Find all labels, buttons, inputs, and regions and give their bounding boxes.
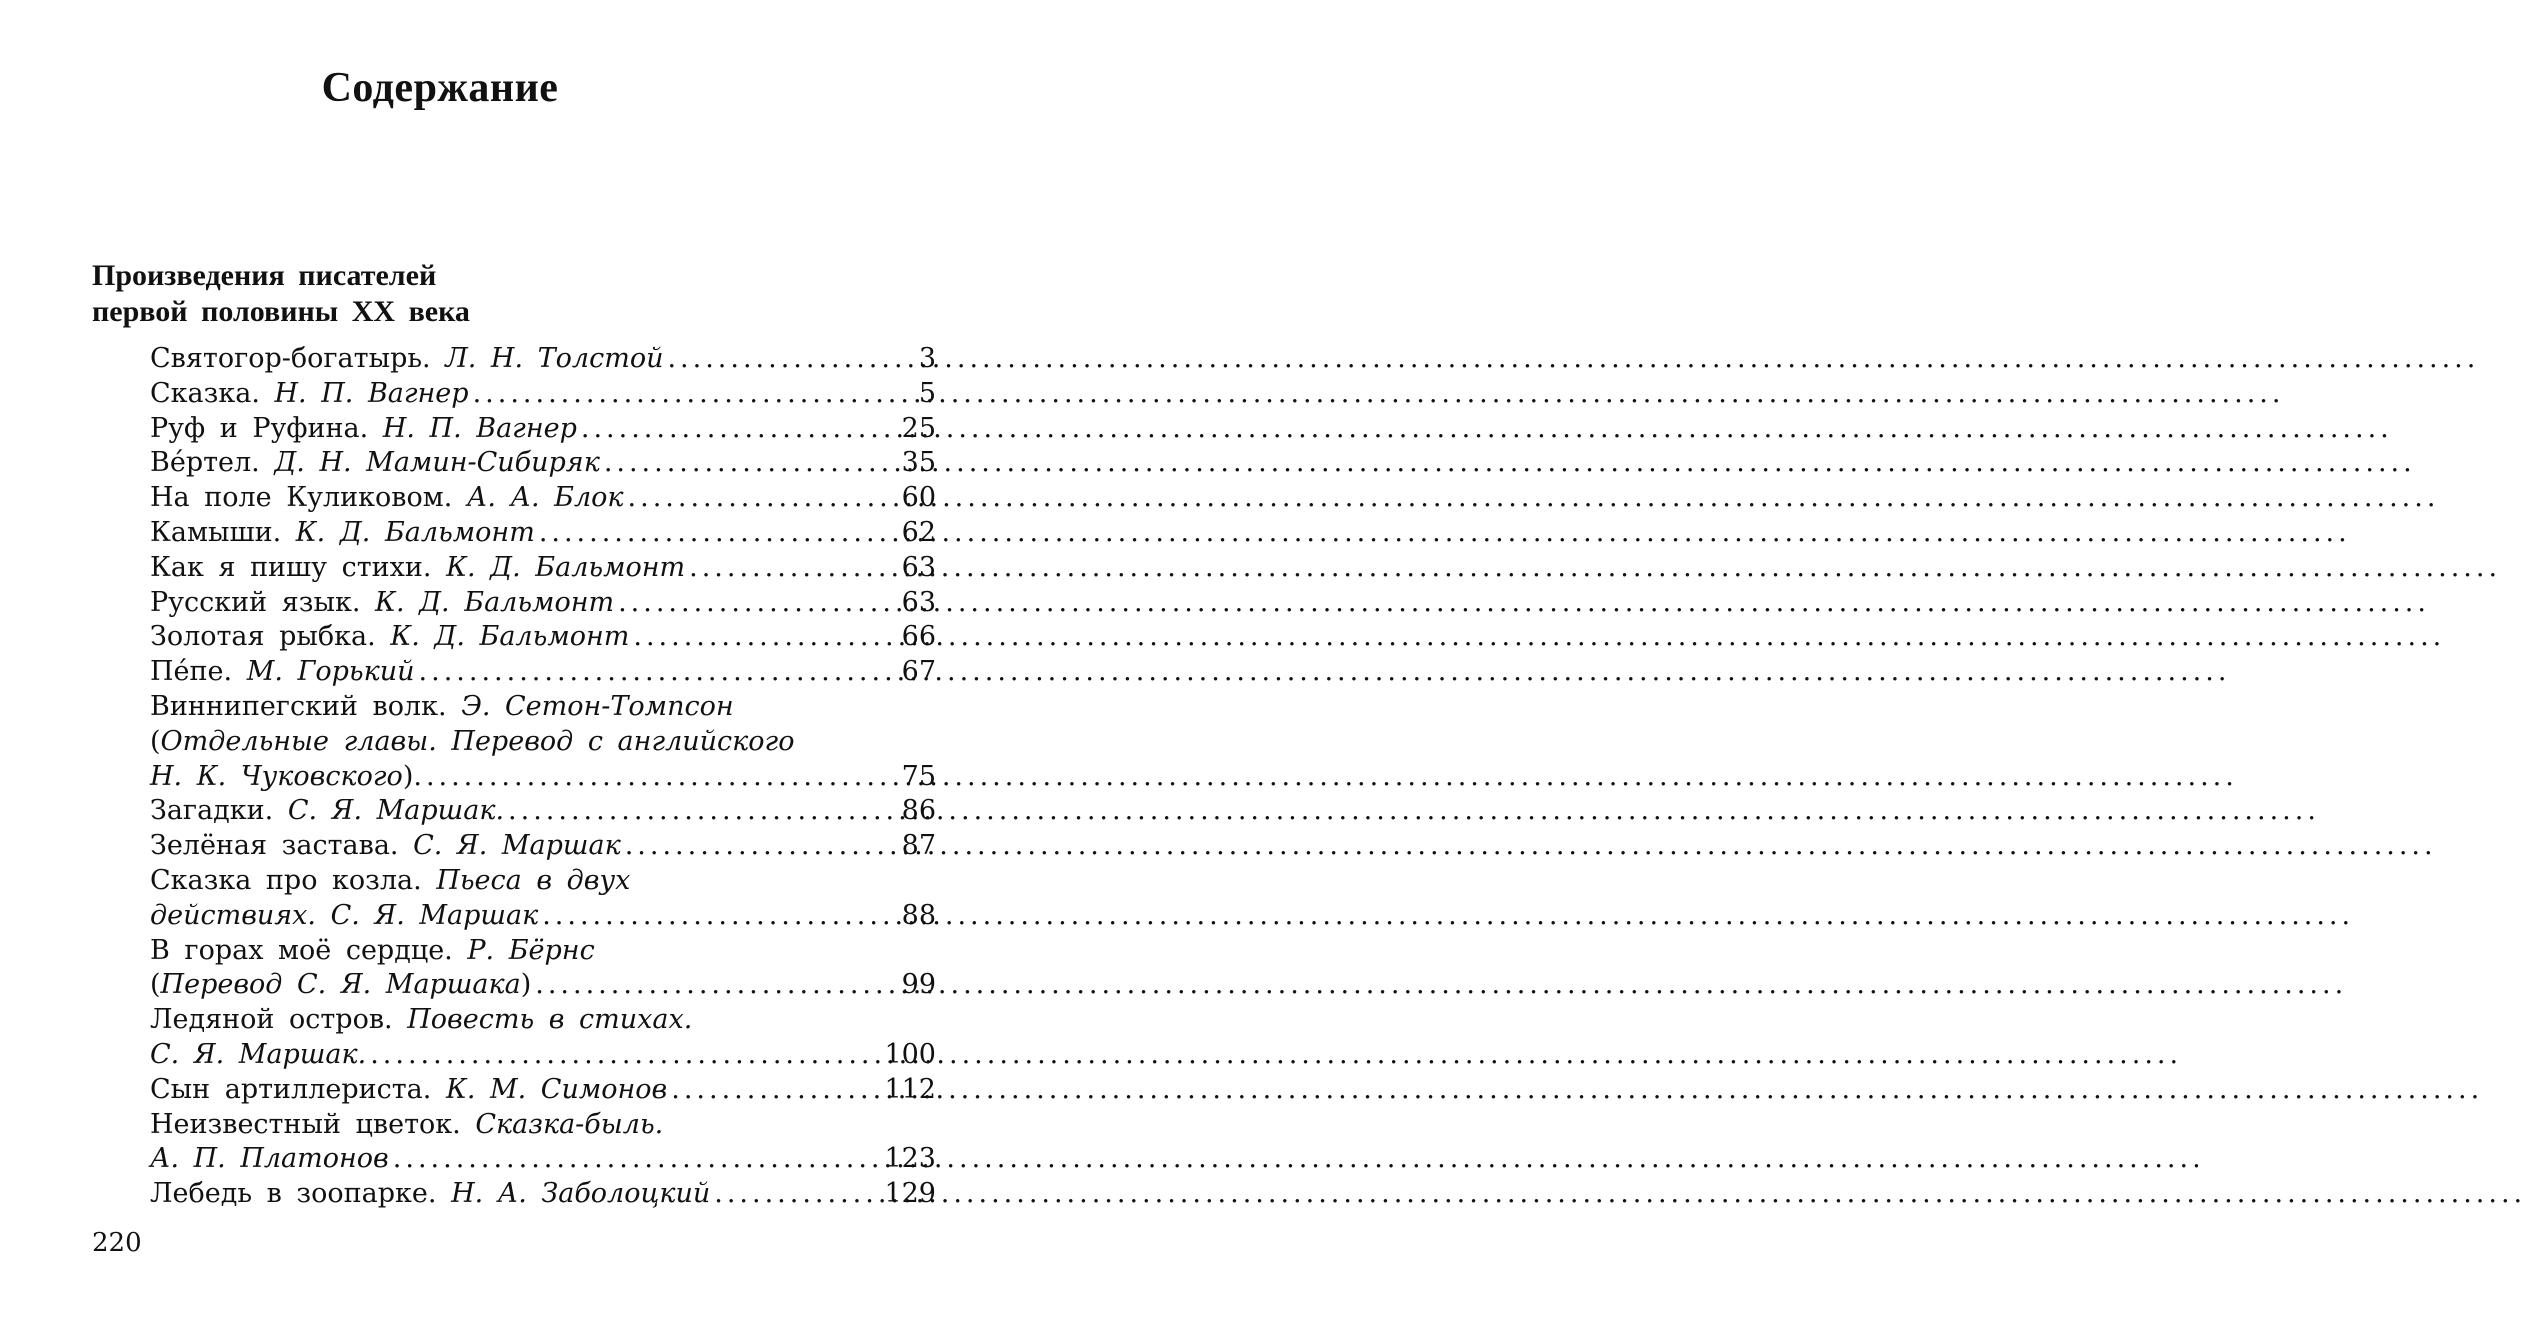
toc-entry[interactable] — [150, 377, 936, 412]
toc-entry-title: Виннипегский волк. — [150, 690, 447, 722]
toc-entry-page: 123 — [884, 1143, 936, 1175]
toc-entry-author: Р. Бёрнс — [467, 934, 595, 966]
toc-entry-title: Сказка про козла. — [150, 864, 422, 896]
toc-entry[interactable] — [150, 342, 936, 377]
toc-entry-title: Камыши. — [150, 516, 282, 548]
toc-entry-page: 67 — [901, 656, 936, 688]
toc-entry-author: С. Я. Маршак — [413, 830, 621, 862]
toc-entry-page: 100 — [884, 1038, 936, 1070]
toc-entry[interactable] — [150, 620, 936, 655]
toc-entry-note-open: ( — [150, 969, 161, 1001]
dot-leader — [535, 968, 888, 1003]
toc-entry-title: Пéпе. — [150, 656, 233, 688]
toc-entry[interactable] — [150, 1073, 936, 1108]
toc-entry-author: С. Я. Маршак. — [150, 1038, 367, 1070]
toc-entry-note-cont: Н. К. Чуковского — [150, 760, 403, 792]
toc-entry-author: Д. Н. Мамин-Сибиряк — [274, 447, 600, 479]
toc-entry-note-close: ). — [402, 760, 422, 792]
toc-entry-page: 112 — [884, 1073, 936, 1105]
toc-entry-page: 87 — [901, 830, 936, 862]
toc-entry-page: 60 — [901, 482, 936, 514]
toc-entry-title: Сказка. — [150, 377, 260, 409]
toc-entry-continuation — [150, 760, 936, 795]
toc-entry-page: 66 — [901, 621, 936, 653]
toc-entry-page: 25 — [901, 412, 936, 444]
toc-entry[interactable] — [150, 690, 936, 725]
toc-entry-title: Руф и Руфина. — [150, 412, 369, 444]
toc-entry-note-open: ( — [150, 725, 161, 757]
dot-leader — [689, 551, 888, 586]
dot-leader — [542, 899, 888, 934]
toc-entry-author: С. Я. Маршак. — [287, 795, 505, 827]
section-heading-line-1: Произведения писателей — [92, 259, 437, 292]
toc-entry[interactable] — [150, 1108, 936, 1143]
section-heading-line-2: первой половины XX века — [92, 295, 470, 328]
toc-entry-page: 99 — [901, 969, 936, 1001]
dot-leader — [581, 412, 888, 447]
toc-entry[interactable] — [150, 446, 936, 481]
toc-entry-author: К. Д. Бальмонт — [446, 551, 686, 583]
toc-entry-page: 86 — [901, 795, 936, 827]
toc-entry-page: 75 — [901, 760, 936, 792]
toc-entry-page: 62 — [901, 516, 936, 548]
toc-entry-continuation — [150, 1142, 936, 1177]
toc-entry[interactable] — [150, 794, 936, 829]
toc-entry-author: Н. П. Вагнер — [382, 412, 577, 444]
table-of-contents — [150, 342, 936, 1212]
toc-entry-subtitle-cont: действиях. — [150, 899, 316, 931]
toc-entry[interactable] — [150, 551, 936, 586]
toc-entry[interactable] — [150, 934, 936, 969]
toc-entry[interactable] — [150, 829, 936, 864]
toc-entry[interactable] — [150, 864, 936, 899]
toc-entry-author: С. Я. Маршак — [330, 899, 539, 931]
toc-entry[interactable] — [150, 516, 936, 551]
toc-entry-page: 3 — [918, 343, 936, 374]
page-title: Содержание — [321, 65, 559, 111]
dot-leader — [714, 1177, 880, 1212]
toc-entry-title: Золотая рыбка. — [150, 621, 376, 653]
toc-entry-title: Неизвестный цветок. — [150, 1108, 461, 1140]
toc-entry[interactable] — [150, 1177, 936, 1212]
toc-entry-title: В горах моё сердце. — [150, 934, 453, 966]
toc-entry-author: А. П. Платонов — [150, 1143, 389, 1175]
toc-entry-title: Зелёная застава. — [150, 830, 399, 862]
dot-leader — [426, 760, 888, 795]
dot-leader — [618, 586, 888, 621]
toc-entry-page: 88 — [901, 899, 936, 931]
toc-entry-title: Сын артиллериста. — [150, 1073, 432, 1105]
toc-entry-title: Святогор-богатырь. — [150, 343, 431, 374]
dot-leader — [508, 794, 888, 829]
toc-entry-title: Загадки. — [150, 795, 274, 827]
toc-entry[interactable] — [150, 481, 936, 516]
toc-entry-subtitle: Повесть в стихах. — [407, 1004, 693, 1036]
dot-leader — [671, 1073, 880, 1108]
toc-entry-page: 63 — [901, 586, 936, 618]
dot-leader — [604, 446, 888, 481]
toc-entry-author: К. Д. Бальмонт — [390, 621, 630, 653]
toc-entry-author: А. А. Блок — [466, 482, 624, 514]
toc-entry-title: Лебедь в зоопарке. — [150, 1178, 437, 1210]
dot-leader — [393, 1142, 881, 1177]
toc-entry-page: 63 — [901, 551, 936, 583]
toc-entry-author: Н. П. Вагнер — [274, 377, 469, 409]
toc-entry-continuation — [150, 725, 936, 760]
toc-entry-author: Л. Н. Толстой — [445, 343, 664, 374]
dot-leader — [370, 1038, 880, 1073]
toc-entry-author: К. М. Симонов — [445, 1073, 668, 1105]
toc-entry-continuation — [150, 968, 936, 1003]
dot-leader — [539, 516, 888, 551]
toc-entry-note: Перевод С. Я. Маршака — [160, 969, 521, 1001]
toc-entry[interactable] — [150, 1003, 936, 1038]
toc-entry-title: Вéртел. — [150, 447, 260, 479]
toc-entry-subtitle: Сказка-быль. — [475, 1108, 664, 1140]
toc-entry-author: Н. А. Заболоцкий — [451, 1178, 711, 1210]
toc-entry-author: Э. Сетон-Томпсон — [461, 690, 734, 722]
toc-entry-title: На поле Куликовом. — [150, 482, 453, 514]
dot-leader — [628, 481, 888, 516]
toc-entry-title: Как я пишу стихи. — [150, 551, 432, 583]
toc-entry-page: 5 — [918, 377, 936, 409]
toc-entry-title: Русский язык. — [150, 586, 361, 618]
dot-leader — [473, 377, 888, 412]
toc-entry[interactable] — [150, 655, 936, 690]
toc-entry-author: К. Д. Бальмонт — [375, 586, 615, 618]
toc-entry[interactable] — [150, 586, 936, 621]
dot-leader — [419, 655, 888, 690]
toc-entry-page: 129 — [884, 1178, 936, 1210]
toc-entry[interactable] — [150, 412, 936, 447]
page-number: 220 — [92, 1228, 142, 1258]
toc-entry-author: М. Горький — [246, 656, 415, 688]
toc-entry-title: Ледяной остров. — [150, 1004, 393, 1036]
toc-entry-continuation — [150, 899, 936, 934]
dot-leader — [633, 620, 888, 655]
section-heading — [92, 258, 470, 330]
dot-leader — [625, 829, 888, 864]
toc-entry-note: Отдельные главы. Перевод с английского — [160, 725, 795, 757]
toc-entry-subtitle: Пьеса в двух — [436, 864, 631, 896]
toc-entry-author: К. Д. Бальмонт — [295, 516, 535, 548]
toc-entry-continuation — [150, 1038, 936, 1073]
toc-entry-page: 35 — [901, 447, 936, 479]
dot-leader — [667, 342, 888, 377]
toc-entry-note-close: ) — [520, 969, 532, 1001]
